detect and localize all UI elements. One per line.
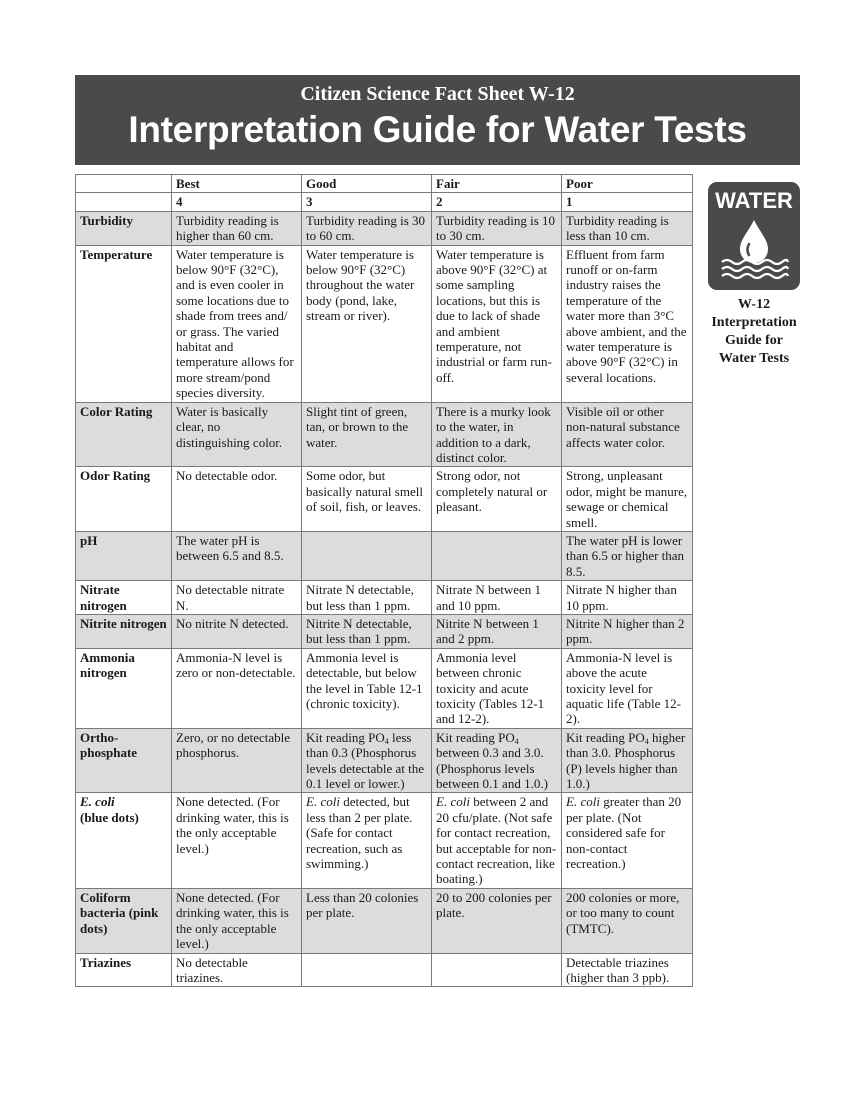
cell-poor: Strong, unpleasant odor, might be manure, sewage or chemical smell. [562,467,693,532]
row-label: Ammonia nitrogen [76,648,172,728]
header-banner [75,75,800,165]
cell-good: Water temperature is below 90°F (32°C) throughout the water body (pond, lake, stream or river). [302,245,432,402]
cell-good: Turbidity reading is 30 to 60 cm. [302,211,432,245]
cell-fair [432,793,562,888]
cell-poor: Nitrate N higher than 10 ppm. [562,581,693,615]
column-header-best: Best [172,175,302,193]
cell-best: No detectable triazines. [172,953,302,987]
score-good: 3 [302,193,432,211]
corner-cell [76,193,172,211]
cell-poor [562,728,693,793]
subscript-4: 4 [384,736,389,746]
row-label-note: (blue dots) [80,809,139,825]
cell-good: Nitrate N detectable, but less than 1 ppm. [302,581,432,615]
cell-best: Turbidity reading is higher than 60 cm. [172,211,302,245]
cell-fair: Water temperature is above 90°F (32°C) at some sampling locations, but this is due to lack of shade and ambient temperature, not industrial or farm run-off. [432,245,562,402]
water-badge [708,182,800,290]
cell-best: None detected. (For drinking water, this is the only acceptable level.) [172,888,302,953]
cell-fair: Turbidity reading is 10 to 30 cm. [432,211,562,245]
cell-good [302,531,432,580]
table-row-nitrate [76,581,693,615]
caption-line: W-12 [737,297,771,312]
table-row-coliform [76,888,693,953]
cell-poor: Effluent from farm runoff or on-farm industry raises the temperature of the water more than 3°C above ambient, and the water temperature is above 90°F (32°C) in several locations. [562,245,693,402]
cell-best: No detectable odor. [172,467,302,532]
caption-line: Water Tests [718,351,790,366]
page-title: Interpretation Guide for Water Tests [128,109,747,150]
text-segment: higher than 3.0. Phosphorus (P) levels higher than 1.0.) [566,729,686,792]
table-row-odor [76,467,693,532]
column-header-fair: Fair [432,175,562,193]
cell-best: Water temperature is below 90°F (32°C), and is even cooler in some locations due to shade from trees and/ or grass. The varied habitat and temperature allows for more stream/pond species diversity. [172,245,302,402]
table-row-phosphate [76,728,693,793]
text-segment: Kit reading PO [306,729,385,745]
cell-poor: Nitrite N higher than 2 ppm. [562,614,693,648]
table-row-triazines [76,953,693,987]
cell-fair [432,953,562,987]
cell-good: Less than 20 colonies per plate. [302,888,432,953]
table-row-nitrite [76,614,693,648]
text-segment: greater than 20 per plate. (Not considered safe for non-contact recreation.) [566,794,682,872]
score-poor: 1 [562,193,693,211]
cell-good: Some odor, but basically natural smell of soil, fish, or leaves. [302,467,432,532]
table-row-temperature [76,245,693,402]
subscript-4: 4 [644,736,649,746]
cell-fair: Strong odor, not completely natural or pleasant. [432,467,562,532]
cell-poor [562,793,693,888]
cell-best: Zero, or no detectable phosphorus. [172,728,302,793]
cell-good: Ammonia level is detectable, but below the level in Table 12-1 (chronic toxicity). [302,648,432,728]
cell-fair: 20 to 200 colonies per plate. [432,888,562,953]
cell-good: Slight tint of green, tan, or brown to the water. [302,402,432,467]
cell-fair: Ammonia level between chronic toxicity and acute toxicity (Tables 12-1 and 12-2). [432,648,562,728]
row-label: Temperature [76,245,172,402]
cell-good: Nitrite N detectable, but less than 1 ppm. [302,614,432,648]
text-segment: between 2 and 20 cfu/plate. (Not safe for contact recreation, but acceptable for non-contact recreation, like boating.) [436,794,557,887]
cell-fair [432,728,562,793]
column-header-row [76,175,693,193]
cell-fair: Nitrate N between 1 and 10 ppm. [432,581,562,615]
cell-good [302,728,432,793]
cell-best: No nitrite N detected. [172,614,302,648]
cell-good [302,793,432,888]
row-label [76,793,172,888]
cell-poor: Turbidity reading is less than 10 cm. [562,211,693,245]
organism-name: E. coli [306,794,340,810]
cell-fair [432,531,562,580]
text-segment: detected, but less than 2 per plate. (Safe for contact recreation, such as swimming.) [306,794,413,872]
organism-name: E. coli [566,794,600,810]
score-fair: 2 [432,193,562,211]
score-row [76,193,693,211]
text-segment: between 0.3 and 3.0. (Phosphorus levels between 0.1 and 1.0.) [436,745,548,792]
row-label: Odor Rating [76,467,172,532]
row-label: Ortho-phosphate [76,728,172,793]
cell-poor: Detectable triazines (higher than 3 ppb). [562,953,693,987]
cell-poor: Ammonia-N level is above the acute toxicity level for aquatic life (Table 12-2). [562,648,693,728]
badge-caption [703,296,805,368]
table-row-turbidity [76,211,693,245]
cell-best: None detected. (For drinking water, this is the only acceptable level.) [172,793,302,888]
interpretation-table [75,174,693,987]
column-header-poor: Poor [562,175,693,193]
caption-line: Interpretation [711,315,797,330]
score-best: 4 [172,193,302,211]
organism-name: E. coli [80,794,115,810]
row-label: Coliform bacteria (pink dots) [76,888,172,953]
cell-fair: There is a murky look to the water, in addition to a dark, distinct color. [432,402,562,467]
row-label: Triazines [76,953,172,987]
table-row-ph [76,531,693,580]
subscript-4: 4 [514,736,519,746]
water-drop-waves-icon [718,218,790,284]
fact-sheet-subtitle: Citizen Science Fact Sheet W-12 [300,83,575,105]
badge-label: WATER [715,188,793,213]
caption-line: Guide for [725,333,783,348]
cell-best: No detectable nitrate N. [172,581,302,615]
text-segment: Kit reading PO [436,729,515,745]
table-row-ecoli [76,793,693,888]
row-label: Color Rating [76,402,172,467]
text-segment: less than 0.3 (Phosphorus levels detectable at the 0.1 level or lower.) [306,729,425,792]
row-label: Nitrate nitrogen [76,581,172,615]
text-segment: Kit reading PO [566,729,645,745]
cell-poor: The water pH is lower than 6.5 or higher than 8.5. [562,531,693,580]
cell-best: Ammonia-N level is zero or non-detectable. [172,648,302,728]
cell-best: Water is basically clear, no distinguishing color. [172,402,302,467]
row-label: Nitrite nitrogen [76,614,172,648]
row-label: pH [76,531,172,580]
table-row-ammonia [76,648,693,728]
cell-fair: Nitrite N between 1 and 2 ppm. [432,614,562,648]
cell-good [302,953,432,987]
row-label: Turbidity [76,211,172,245]
cell-poor: Visible oil or other non-natural substance affects water color. [562,402,693,467]
column-header-good: Good [302,175,432,193]
cell-poor: 200 colonies or more, or too many to count (TMTC). [562,888,693,953]
corner-cell [76,175,172,193]
organism-name: E. coli [436,794,470,810]
cell-best: The water pH is between 6.5 and 8.5. [172,531,302,580]
table-row-color [76,402,693,467]
